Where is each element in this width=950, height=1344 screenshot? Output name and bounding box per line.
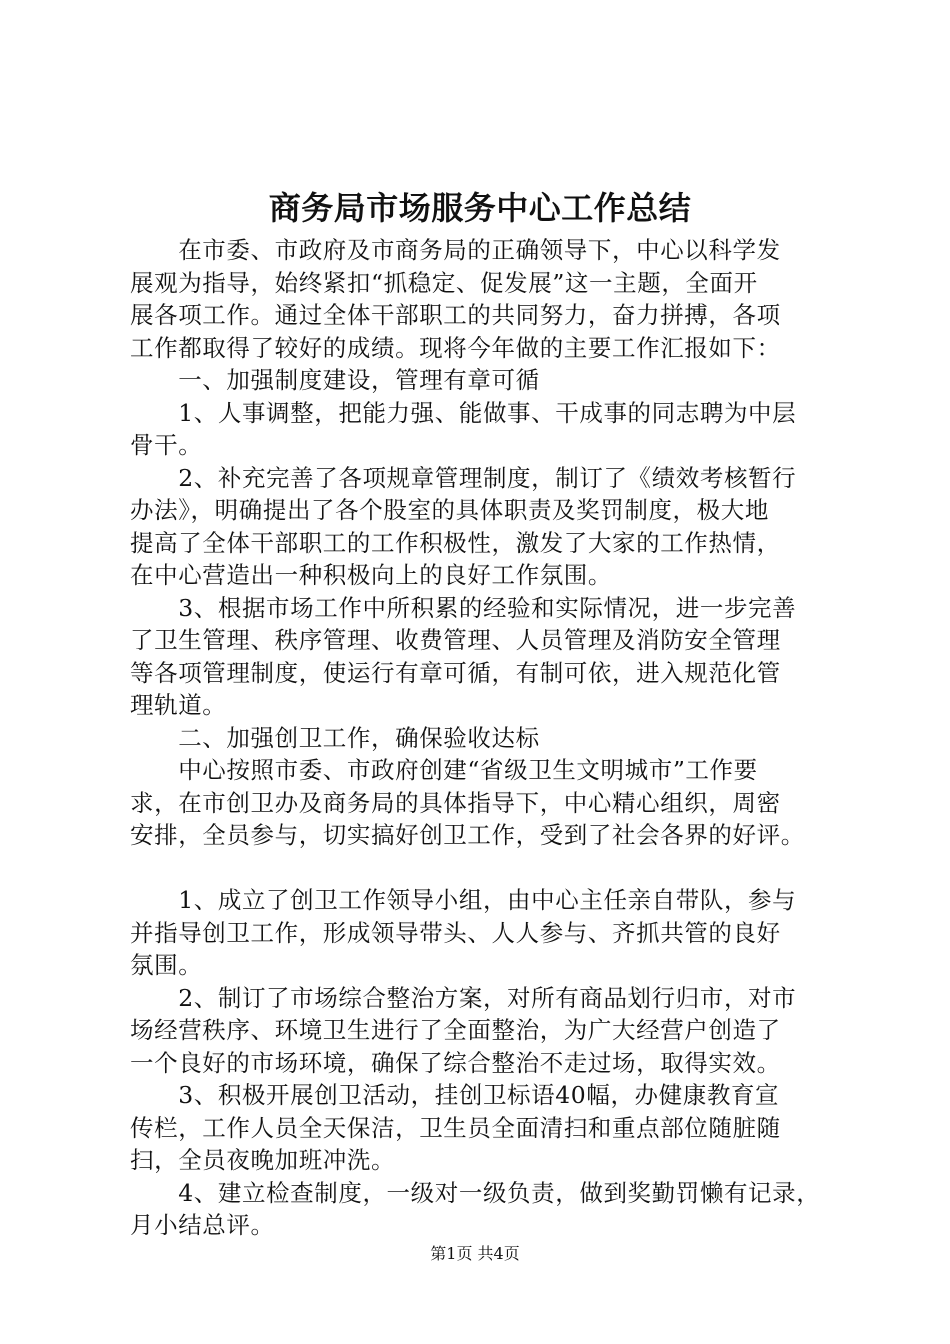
body-text-line: 1、人事调整，把能力强、能做事、干成事的同志聘为中层	[130, 398, 797, 427]
body-text-line: 展观为指导，始终紧扣“抓稳定、促发展”这一主题，全面开	[130, 268, 758, 297]
body-text-line: 一个良好的市场环境，确保了综合整治不走过场，取得实效。	[130, 1048, 781, 1077]
body-text-line: 骨干。	[130, 431, 203, 459]
body-text-line: 理轨道。	[130, 691, 227, 719]
body-text-line: 等各项管理制度，使运行有章可循，有制可依，进入规范化管	[130, 658, 781, 687]
body-text-line: 在市委、市政府及市商务局的正确领导下，中心以科学发	[130, 236, 781, 264]
body-text-line: 扫，全员夜晚加班冲洗。	[130, 1146, 396, 1174]
body-text-line: 氛围。	[130, 951, 203, 979]
document-body	[130, 234, 832, 1242]
body-text-line: 展各项工作。通过全体干部职工的共同努力，奋力拼搏，各项	[130, 301, 781, 329]
document-title: 商务局市场服务中心工作总结	[268, 189, 692, 227]
body-text-line: 3、积极开展创卫活动，挂创卫标语40幅，办健康教育宣	[130, 1081, 780, 1109]
body-text-line: 提高了全体干部职工的工作积极性，激发了大家的工作热情，	[130, 528, 781, 557]
body-text-line: 月小结总评。	[130, 1211, 275, 1239]
body-text-line: 1、成立了创卫工作领导小组，由中心主任亲自带队，参与	[130, 886, 797, 914]
body-text-line	[130, 852, 832, 885]
body-text-line: 二、加强创卫工作，确保验收达标	[130, 723, 540, 752]
page-number-footer: 第1页 共4页	[430, 1244, 520, 1263]
body-text-line: 求，在市创卫办及商务局的具体指导下，中心精心组织，周密	[130, 788, 781, 817]
body-text-line: 了卫生管理、秩序管理、收费管理、人员管理及消防安全管理	[130, 626, 781, 654]
body-text-line: 一、加强制度建设，管理有章可循	[130, 366, 540, 394]
body-text-line: 在中心营造出一种积极向上的良好工作氛围。	[130, 561, 612, 589]
body-text-line: 工作都取得了较好的成绩。现将今年做的主要工作汇报如下：	[130, 333, 781, 362]
body-text-line: 传栏，工作人员全天保洁，卫生员全面清扫和重点部位随脏随	[130, 1113, 781, 1142]
body-text-line: 中心按照市委、市政府创建“省级卫生文明城市”工作要	[130, 756, 758, 784]
body-text-line: 3、根据市场工作中所积累的经验和实际情况，进一步完善	[130, 593, 797, 622]
body-text-line: 2、制订了市场综合整治方案，对所有商品划行归市，对市	[130, 983, 797, 1012]
body-text-line: 2、补充完善了各项规章管理制度，制订了《绩效考核暂行	[130, 463, 797, 492]
body-text-line: 场经营秩序、环境卫生进行了全面整治，为广大经营户创造了	[130, 1016, 781, 1044]
body-text-line: 并指导创卫工作，形成领导带头、人人参与、齐抓共管的良好	[130, 918, 781, 947]
body-text-line: 4、建立检查制度，一级对一级负责，做到奖勤罚懒有记录，	[130, 1178, 821, 1207]
body-text-line: 安排，全员参与，切实搞好创卫工作，受到了社会各界的好评。	[130, 821, 805, 849]
body-text-line: 办法》，明确提出了各个股室的具体职责及奖罚制度，极大地	[130, 496, 769, 524]
